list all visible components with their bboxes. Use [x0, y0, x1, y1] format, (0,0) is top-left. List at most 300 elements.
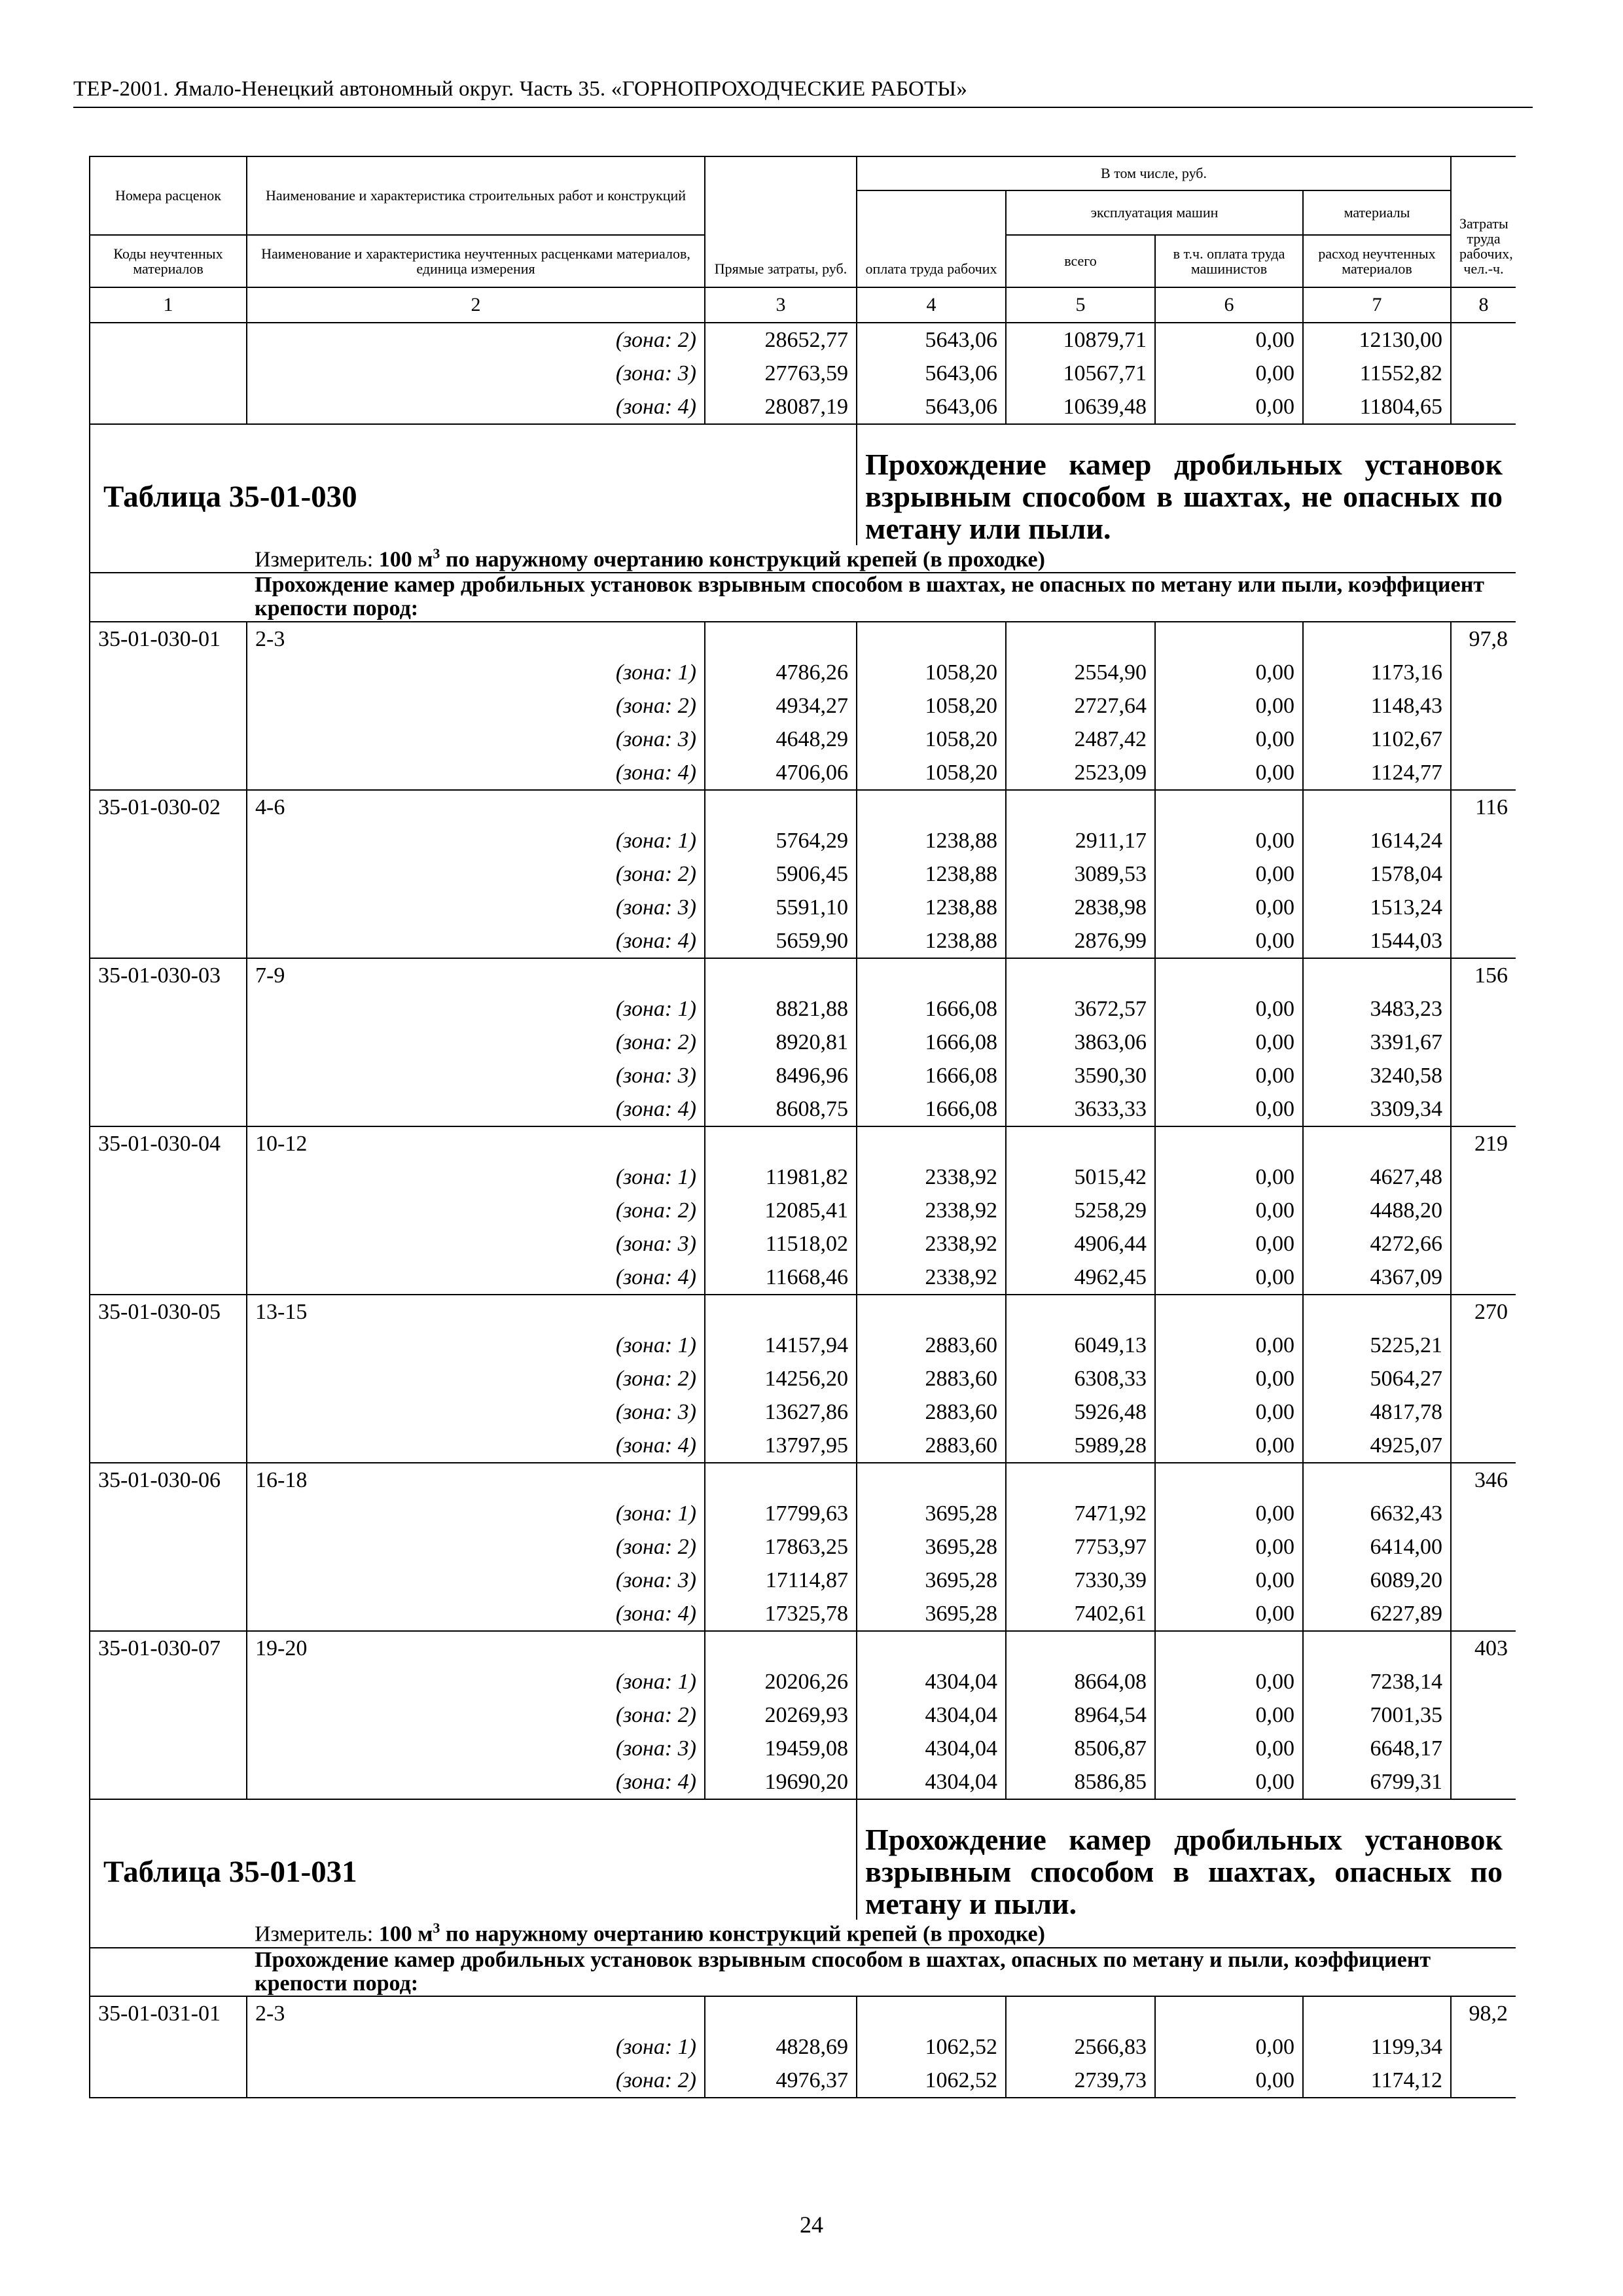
cost-value-v4: 1062,52 [857, 2030, 1006, 2064]
cost-value-v4: 2338,92 [857, 1227, 1006, 1261]
col2-top-header: Наименование и характеристика строительных работ и конструкций [247, 156, 705, 235]
zone-label: (зона: 1) [247, 824, 705, 857]
cost-value-v4: 1058,20 [857, 689, 1006, 723]
cost-value-v3: 11981,82 [705, 1160, 857, 1194]
empty-labor-cell [1451, 1765, 1516, 1799]
empty-labor-cell [1451, 1698, 1516, 1732]
zone-label: (зона: 3) [247, 891, 705, 924]
empty-code-cell [90, 824, 247, 857]
empty-labor-cell [1451, 2030, 1516, 2064]
cost-value-v4: 1666,08 [857, 1059, 1006, 1092]
cost-value-v5: 8506,87 [1006, 1732, 1155, 1765]
column-number: 6 [1155, 287, 1303, 323]
cost-value-v7: 6227,89 [1303, 1597, 1451, 1631]
cost-value-v4: 5643,06 [857, 357, 1006, 390]
rate-code: 35-01-030-01 [90, 622, 247, 656]
column-number: 7 [1303, 287, 1451, 323]
zone-label: (зона: 2) [247, 1194, 705, 1227]
empty-labor-cell [1451, 1429, 1516, 1463]
zone-label: (зона: 3) [247, 1227, 705, 1261]
empty-cell [1303, 1295, 1451, 1329]
cost-value-v4: 4304,04 [857, 1732, 1006, 1765]
measure-text [247, 545, 1516, 573]
empty-cell [857, 1996, 1006, 2030]
empty-cell [1006, 958, 1155, 992]
empty-code-cell [90, 390, 247, 424]
cost-value-v5: 7471,92 [1006, 1497, 1155, 1530]
zone-row [90, 891, 1516, 924]
labor-cost: 346 [1451, 1463, 1516, 1497]
cost-value-v5: 8664,08 [1006, 1665, 1155, 1698]
cost-value-v3: 14256,20 [705, 1362, 857, 1395]
zone-row [90, 1194, 1516, 1227]
rate-code-row [90, 1631, 1516, 1665]
empty-labor-cell [1451, 756, 1516, 790]
cost-value-v3: 12085,41 [705, 1194, 857, 1227]
cost-value-v5: 7753,97 [1006, 1530, 1155, 1564]
cost-value-v4: 3695,28 [857, 1597, 1006, 1631]
labor-cost: 219 [1451, 1126, 1516, 1160]
cost-value-v5: 3633,33 [1006, 1092, 1155, 1126]
col5-header: всего [1006, 235, 1155, 287]
cost-value-v6: 0,00 [1155, 2064, 1303, 2098]
cost-value-v3: 4706,06 [705, 756, 857, 790]
empty-cell [857, 1631, 1006, 1665]
cost-value-v4: 1666,08 [857, 1092, 1006, 1126]
empty-code-cell [90, 1194, 247, 1227]
cost-value-v6: 0,00 [1155, 723, 1303, 756]
cost-value-v5: 8964,54 [1006, 1698, 1155, 1732]
cost-value-v3: 5764,29 [705, 824, 857, 857]
cost-value-v3: 8496,96 [705, 1059, 857, 1092]
rate-code-row [90, 790, 1516, 824]
empty-cell [705, 1631, 857, 1665]
rate-code: 35-01-030-05 [90, 1295, 247, 1329]
measure-row [90, 545, 1516, 573]
zone-row [90, 1329, 1516, 1362]
empty-code-cell [90, 1429, 247, 1463]
cost-value-v7: 1614,24 [1303, 824, 1451, 857]
cost-value-v5: 4906,44 [1006, 1227, 1155, 1261]
cost-value-v4: 5643,06 [857, 323, 1006, 357]
empty-cell [1006, 1631, 1155, 1665]
empty-code-cell [90, 992, 247, 1026]
zone-row [90, 1261, 1516, 1295]
empty-code-cell [90, 2030, 247, 2064]
cost-value-v4: 3695,28 [857, 1564, 1006, 1597]
cost-value-v7: 7238,14 [1303, 1665, 1451, 1698]
empty-code-cell [90, 1261, 247, 1295]
cost-value-v3: 8920,81 [705, 1026, 857, 1059]
cost-value-v4: 2883,60 [857, 1429, 1006, 1463]
cost-value-v5: 3590,30 [1006, 1059, 1155, 1092]
cost-value-v5: 4962,45 [1006, 1261, 1155, 1295]
table-id: Таблица 35-01-030 [90, 424, 857, 545]
zone-row [90, 1530, 1516, 1564]
zone-label: (зона: 2) [247, 689, 705, 723]
empty-cell [1155, 790, 1303, 824]
cost-value-v6: 0,00 [1155, 1160, 1303, 1194]
cost-value-v3: 28087,19 [705, 390, 857, 424]
empty-labor-cell [1451, 1395, 1516, 1429]
zone-row [90, 1597, 1516, 1631]
zone-row [90, 1026, 1516, 1059]
cost-value-v7: 5064,27 [1303, 1362, 1451, 1395]
column-number: 8 [1451, 287, 1516, 323]
empty-cell [705, 1996, 857, 2030]
cost-value-v4: 1058,20 [857, 656, 1006, 689]
empty-code-cell [90, 357, 247, 390]
section-text: Прохождение камер дробильных установок взрывным способом в шахтах, опасных по метану и пыли, коэффициент крепости пород: [247, 1948, 1516, 1997]
zone-row [90, 1732, 1516, 1765]
cost-value-v7: 1173,16 [1303, 656, 1451, 689]
empty-cell [1006, 1295, 1155, 1329]
cost-value-v6: 0,00 [1155, 656, 1303, 689]
empty-code-cell [90, 689, 247, 723]
empty-cell [1155, 1996, 1303, 2030]
col1-top-header: Номера расценок [90, 156, 247, 235]
empty-cell [1155, 1463, 1303, 1497]
empty-code-cell [90, 1665, 247, 1698]
cost-value-v5: 3672,57 [1006, 992, 1155, 1026]
rock-hardness: 2-3 [247, 1996, 705, 2030]
empty-cell [705, 1295, 857, 1329]
empty-code-cell [90, 1059, 247, 1092]
zone-label: (зона: 1) [247, 1497, 705, 1530]
empty-cell [1155, 958, 1303, 992]
zone-label: (зона: 2) [247, 857, 705, 891]
rock-hardness: 16-18 [247, 1463, 705, 1497]
zone-row [90, 1765, 1516, 1799]
table-id: Таблица 35-01-031 [90, 1799, 857, 1920]
cost-value-v6: 0,00 [1155, 1429, 1303, 1463]
page-number: 24 [800, 2212, 823, 2238]
cost-value-v4: 1058,20 [857, 756, 1006, 790]
zone-label: (зона: 4) [247, 1765, 705, 1799]
cost-value-v3: 4786,26 [705, 656, 857, 689]
cost-value-v7: 1124,77 [1303, 756, 1451, 790]
zone-label: (зона: 1) [247, 2030, 705, 2064]
cost-value-v7: 3391,67 [1303, 1026, 1451, 1059]
cost-value-v4: 3695,28 [857, 1530, 1006, 1564]
empty-labor-cell [1451, 992, 1516, 1026]
cost-value-v5: 6308,33 [1006, 1362, 1155, 1395]
cost-value-v4: 2883,60 [857, 1395, 1006, 1429]
cost-value-v3: 20206,26 [705, 1665, 857, 1698]
cost-value-v5: 5258,29 [1006, 1194, 1155, 1227]
zone-row [90, 323, 1516, 357]
cost-value-v3: 4934,27 [705, 689, 857, 723]
cost-value-v5: 2911,17 [1006, 824, 1155, 857]
empty-cell [705, 622, 857, 656]
cost-value-v7: 4367,09 [1303, 1261, 1451, 1295]
zone-label: (зона: 3) [247, 1732, 705, 1765]
rate-code-row [90, 958, 1516, 992]
cost-value-v7: 11804,65 [1303, 390, 1451, 424]
group-header: В том числе, руб. [857, 156, 1451, 190]
empty-labor-cell [1451, 1732, 1516, 1765]
measure-prefix: Измеритель: [255, 547, 379, 571]
zone-label: (зона: 2) [247, 1698, 705, 1732]
rate-code: 35-01-030-02 [90, 790, 247, 824]
cost-value-v4: 1238,88 [857, 857, 1006, 891]
cost-value-v7: 6799,31 [1303, 1765, 1451, 1799]
rate-code-row [90, 1295, 1516, 1329]
empty-labor-cell [1451, 1059, 1516, 1092]
empty-cell [857, 1126, 1006, 1160]
zone-row [90, 1665, 1516, 1698]
empty-labor-cell [1451, 1497, 1516, 1530]
cost-value-v5: 2566,83 [1006, 2030, 1155, 2064]
zone-row [90, 1362, 1516, 1395]
cost-value-v3: 19690,20 [705, 1765, 857, 1799]
col6-header: в т.ч. оплата труда машинистов [1155, 235, 1303, 287]
col1-bottom-header: Коды неучтенных материалов [90, 235, 247, 287]
empty-labor-cell [1451, 1665, 1516, 1698]
page-header: ТЕР-2001. Ямало-Ненецкий автономный округ. Часть 35. «ГОРНОПРОХОДЧЕСКИЕ РАБОТЫ» [73, 77, 1533, 108]
zone-row [90, 1564, 1516, 1597]
cost-value-v7: 4627,48 [1303, 1160, 1451, 1194]
empty-cell [1155, 1126, 1303, 1160]
cost-value-v4: 2338,92 [857, 1194, 1006, 1227]
column-number: 2 [247, 287, 705, 323]
col7-header: расход неучтенных материалов [1303, 235, 1451, 287]
section-text: Прохождение камер дробильных установок взрывным способом в шахтах, не опасных по метану или пыли, коэффициент крепости пород: [247, 573, 1516, 622]
labor-cost: 156 [1451, 958, 1516, 992]
cost-value-v4: 2338,92 [857, 1160, 1006, 1194]
empty-code-cell [90, 756, 247, 790]
empty-cell [857, 622, 1006, 656]
cost-value-v4: 1238,88 [857, 824, 1006, 857]
empty-labor-cell [1451, 323, 1516, 357]
empty-cell [1303, 1996, 1451, 2030]
empty-labor-cell [1451, 1227, 1516, 1261]
zone-label: (зона: 3) [247, 357, 705, 390]
zone-row [90, 390, 1516, 424]
col4-header: оплата труда рабочих [857, 190, 1006, 287]
col3-header: Прямые затраты, руб. [705, 156, 857, 287]
rate-code: 35-01-030-03 [90, 958, 247, 992]
cost-value-v4: 5643,06 [857, 390, 1006, 424]
cost-value-v7: 4817,78 [1303, 1395, 1451, 1429]
measure-description: по наружному очертанию конструкций крепей (в проходке) [440, 1922, 1045, 1946]
cost-value-v5: 5926,48 [1006, 1395, 1155, 1429]
cost-value-v3: 17799,63 [705, 1497, 857, 1530]
empty-cell [705, 790, 857, 824]
empty-code-cell [90, 1026, 247, 1059]
cost-value-v4: 1666,08 [857, 1026, 1006, 1059]
cost-value-v4: 1062,52 [857, 2064, 1006, 2098]
rock-hardness: 13-15 [247, 1295, 705, 1329]
measure-indent [90, 1920, 247, 1947]
cost-value-v5: 6049,13 [1006, 1329, 1155, 1362]
cost-value-v3: 17325,78 [705, 1597, 857, 1631]
cost-value-v6: 0,00 [1155, 1261, 1303, 1295]
cost-value-v4: 2883,60 [857, 1362, 1006, 1395]
rock-hardness: 7-9 [247, 958, 705, 992]
cost-value-v3: 19459,08 [705, 1732, 857, 1765]
empty-cell [857, 790, 1006, 824]
empty-cell [1303, 622, 1451, 656]
zone-label: (зона: 3) [247, 1564, 705, 1597]
zone-row [90, 2030, 1516, 2064]
cost-value-v7: 6414,00 [1303, 1530, 1451, 1564]
zone-label: (зона: 2) [247, 1362, 705, 1395]
zone-row [90, 1059, 1516, 1092]
labor-cost: 270 [1451, 1295, 1516, 1329]
cost-value-v3: 28652,77 [705, 323, 857, 357]
cost-value-v4: 1666,08 [857, 992, 1006, 1026]
zone-row [90, 756, 1516, 790]
cost-value-v3: 14157,94 [705, 1329, 857, 1362]
empty-labor-cell [1451, 891, 1516, 924]
empty-labor-cell [1451, 857, 1516, 891]
column-number-row [90, 287, 1516, 323]
cost-value-v5: 2554,90 [1006, 656, 1155, 689]
cost-value-v6: 0,00 [1155, 1329, 1303, 1362]
rock-hardness: 19-20 [247, 1631, 705, 1665]
cost-value-v4: 1238,88 [857, 924, 1006, 958]
empty-cell [705, 1126, 857, 1160]
zone-row [90, 2064, 1516, 2098]
rate-code: 35-01-030-06 [90, 1463, 247, 1497]
cost-value-v3: 17863,25 [705, 1530, 857, 1564]
cost-value-v3: 8821,88 [705, 992, 857, 1026]
cost-value-v6: 0,00 [1155, 1732, 1303, 1765]
cost-value-v5: 5015,42 [1006, 1160, 1155, 1194]
cost-value-v6: 0,00 [1155, 390, 1303, 424]
empty-code-cell [90, 1732, 247, 1765]
cost-value-v6: 0,00 [1155, 1194, 1303, 1227]
column-number: 4 [857, 287, 1006, 323]
zone-row [90, 1227, 1516, 1261]
zone-label: (зона: 4) [247, 390, 705, 424]
empty-code-cell [90, 1092, 247, 1126]
cost-value-v4: 4304,04 [857, 1765, 1006, 1799]
cost-value-v4: 4304,04 [857, 1665, 1006, 1698]
table-name: Прохождение камер дробильных установок взрывным способом в шахтах, опасных по метану и пыли. [857, 1799, 1516, 1920]
column-number: 3 [705, 287, 857, 323]
empty-code-cell [90, 1497, 247, 1530]
rock-hardness: 4-6 [247, 790, 705, 824]
zone-row [90, 857, 1516, 891]
cost-value-v4: 1238,88 [857, 891, 1006, 924]
empty-code-cell [90, 1564, 247, 1597]
zone-label: (зона: 4) [247, 1429, 705, 1463]
cost-value-v6: 0,00 [1155, 1227, 1303, 1261]
zone-row [90, 1698, 1516, 1732]
cost-value-v6: 0,00 [1155, 1395, 1303, 1429]
cost-value-v7: 12130,00 [1303, 323, 1451, 357]
cost-value-v7: 3309,34 [1303, 1092, 1451, 1126]
measure-unit: 100 м [378, 547, 433, 571]
cost-value-v5: 5989,28 [1006, 1429, 1155, 1463]
empty-code-cell [90, 857, 247, 891]
empty-labor-cell [1451, 1362, 1516, 1395]
cost-value-v7: 1578,04 [1303, 857, 1451, 891]
cost-value-v7: 4272,66 [1303, 1227, 1451, 1261]
zone-label: (зона: 1) [247, 1160, 705, 1194]
cost-value-v6: 0,00 [1155, 1026, 1303, 1059]
empty-code-cell [90, 723, 247, 756]
zone-label: (зона: 2) [247, 1026, 705, 1059]
column-number: 5 [1006, 287, 1155, 323]
cost-value-v7: 5225,21 [1303, 1329, 1451, 1362]
zone-row [90, 723, 1516, 756]
cost-value-v7: 6632,43 [1303, 1497, 1451, 1530]
cost-value-v5: 2739,73 [1006, 2064, 1155, 2098]
empty-labor-cell [1451, 924, 1516, 958]
empty-cell [857, 1463, 1006, 1497]
empty-code-cell [90, 1530, 247, 1564]
cost-value-v4: 2883,60 [857, 1329, 1006, 1362]
empty-cell [1303, 790, 1451, 824]
col8-header: Затраты труда рабочих, чел.-ч. [1451, 156, 1516, 287]
empty-code-cell [90, 1160, 247, 1194]
rate-code: 35-01-030-07 [90, 1631, 247, 1665]
cost-value-v6: 0,00 [1155, 1497, 1303, 1530]
cost-value-v5: 2523,09 [1006, 756, 1155, 790]
machines-header: эксплуатация машин [1006, 190, 1303, 235]
rate-code-row [90, 622, 1516, 656]
cost-value-v7: 1102,67 [1303, 723, 1451, 756]
labor-cost: 97,8 [1451, 622, 1516, 656]
empty-cell [1303, 958, 1451, 992]
empty-code-cell [90, 1227, 247, 1261]
cost-value-v6: 0,00 [1155, 824, 1303, 857]
cost-value-v6: 0,00 [1155, 1765, 1303, 1799]
cost-value-v3: 4828,69 [705, 2030, 857, 2064]
zone-label: (зона: 3) [247, 723, 705, 756]
cost-value-v6: 0,00 [1155, 891, 1303, 924]
cost-value-v3: 5906,45 [705, 857, 857, 891]
col2-bottom-header: Наименование и характеристика неучтенных расценками материалов, единица измерения [247, 235, 705, 287]
labor-cost: 403 [1451, 1631, 1516, 1665]
cost-value-v3: 20269,93 [705, 1698, 857, 1732]
empty-cell [857, 958, 1006, 992]
empty-code-cell [90, 891, 247, 924]
empty-labor-cell [1451, 689, 1516, 723]
empty-cell [1303, 1463, 1451, 1497]
empty-code-cell [90, 323, 247, 357]
measure-description: по наружному очертанию конструкций крепей (в проходке) [440, 547, 1045, 571]
empty-cell [705, 958, 857, 992]
empty-cell [1303, 1631, 1451, 1665]
empty-labor-cell [1451, 1597, 1516, 1631]
empty-cell [1006, 1463, 1155, 1497]
rate-code-row [90, 1996, 1516, 2030]
empty-cell [1155, 622, 1303, 656]
zone-row [90, 689, 1516, 723]
cost-value-v3: 5659,90 [705, 924, 857, 958]
empty-labor-cell [1451, 357, 1516, 390]
cost-value-v4: 4304,04 [857, 1698, 1006, 1732]
rate-code: 35-01-031-01 [90, 1996, 247, 2030]
cost-value-v6: 0,00 [1155, 1698, 1303, 1732]
table-title-row [90, 1799, 1516, 1920]
zone-row [90, 1160, 1516, 1194]
empty-labor-cell [1451, 723, 1516, 756]
cost-value-v6: 0,00 [1155, 924, 1303, 958]
cost-value-v7: 4925,07 [1303, 1429, 1451, 1463]
cost-value-v3: 8608,75 [705, 1092, 857, 1126]
cost-value-v3: 17114,87 [705, 1564, 857, 1597]
cost-value-v6: 0,00 [1155, 2030, 1303, 2064]
empty-labor-cell [1451, 824, 1516, 857]
cost-value-v3: 5591,10 [705, 891, 857, 924]
cost-value-v6: 0,00 [1155, 1597, 1303, 1631]
cost-value-v5: 3863,06 [1006, 1026, 1155, 1059]
